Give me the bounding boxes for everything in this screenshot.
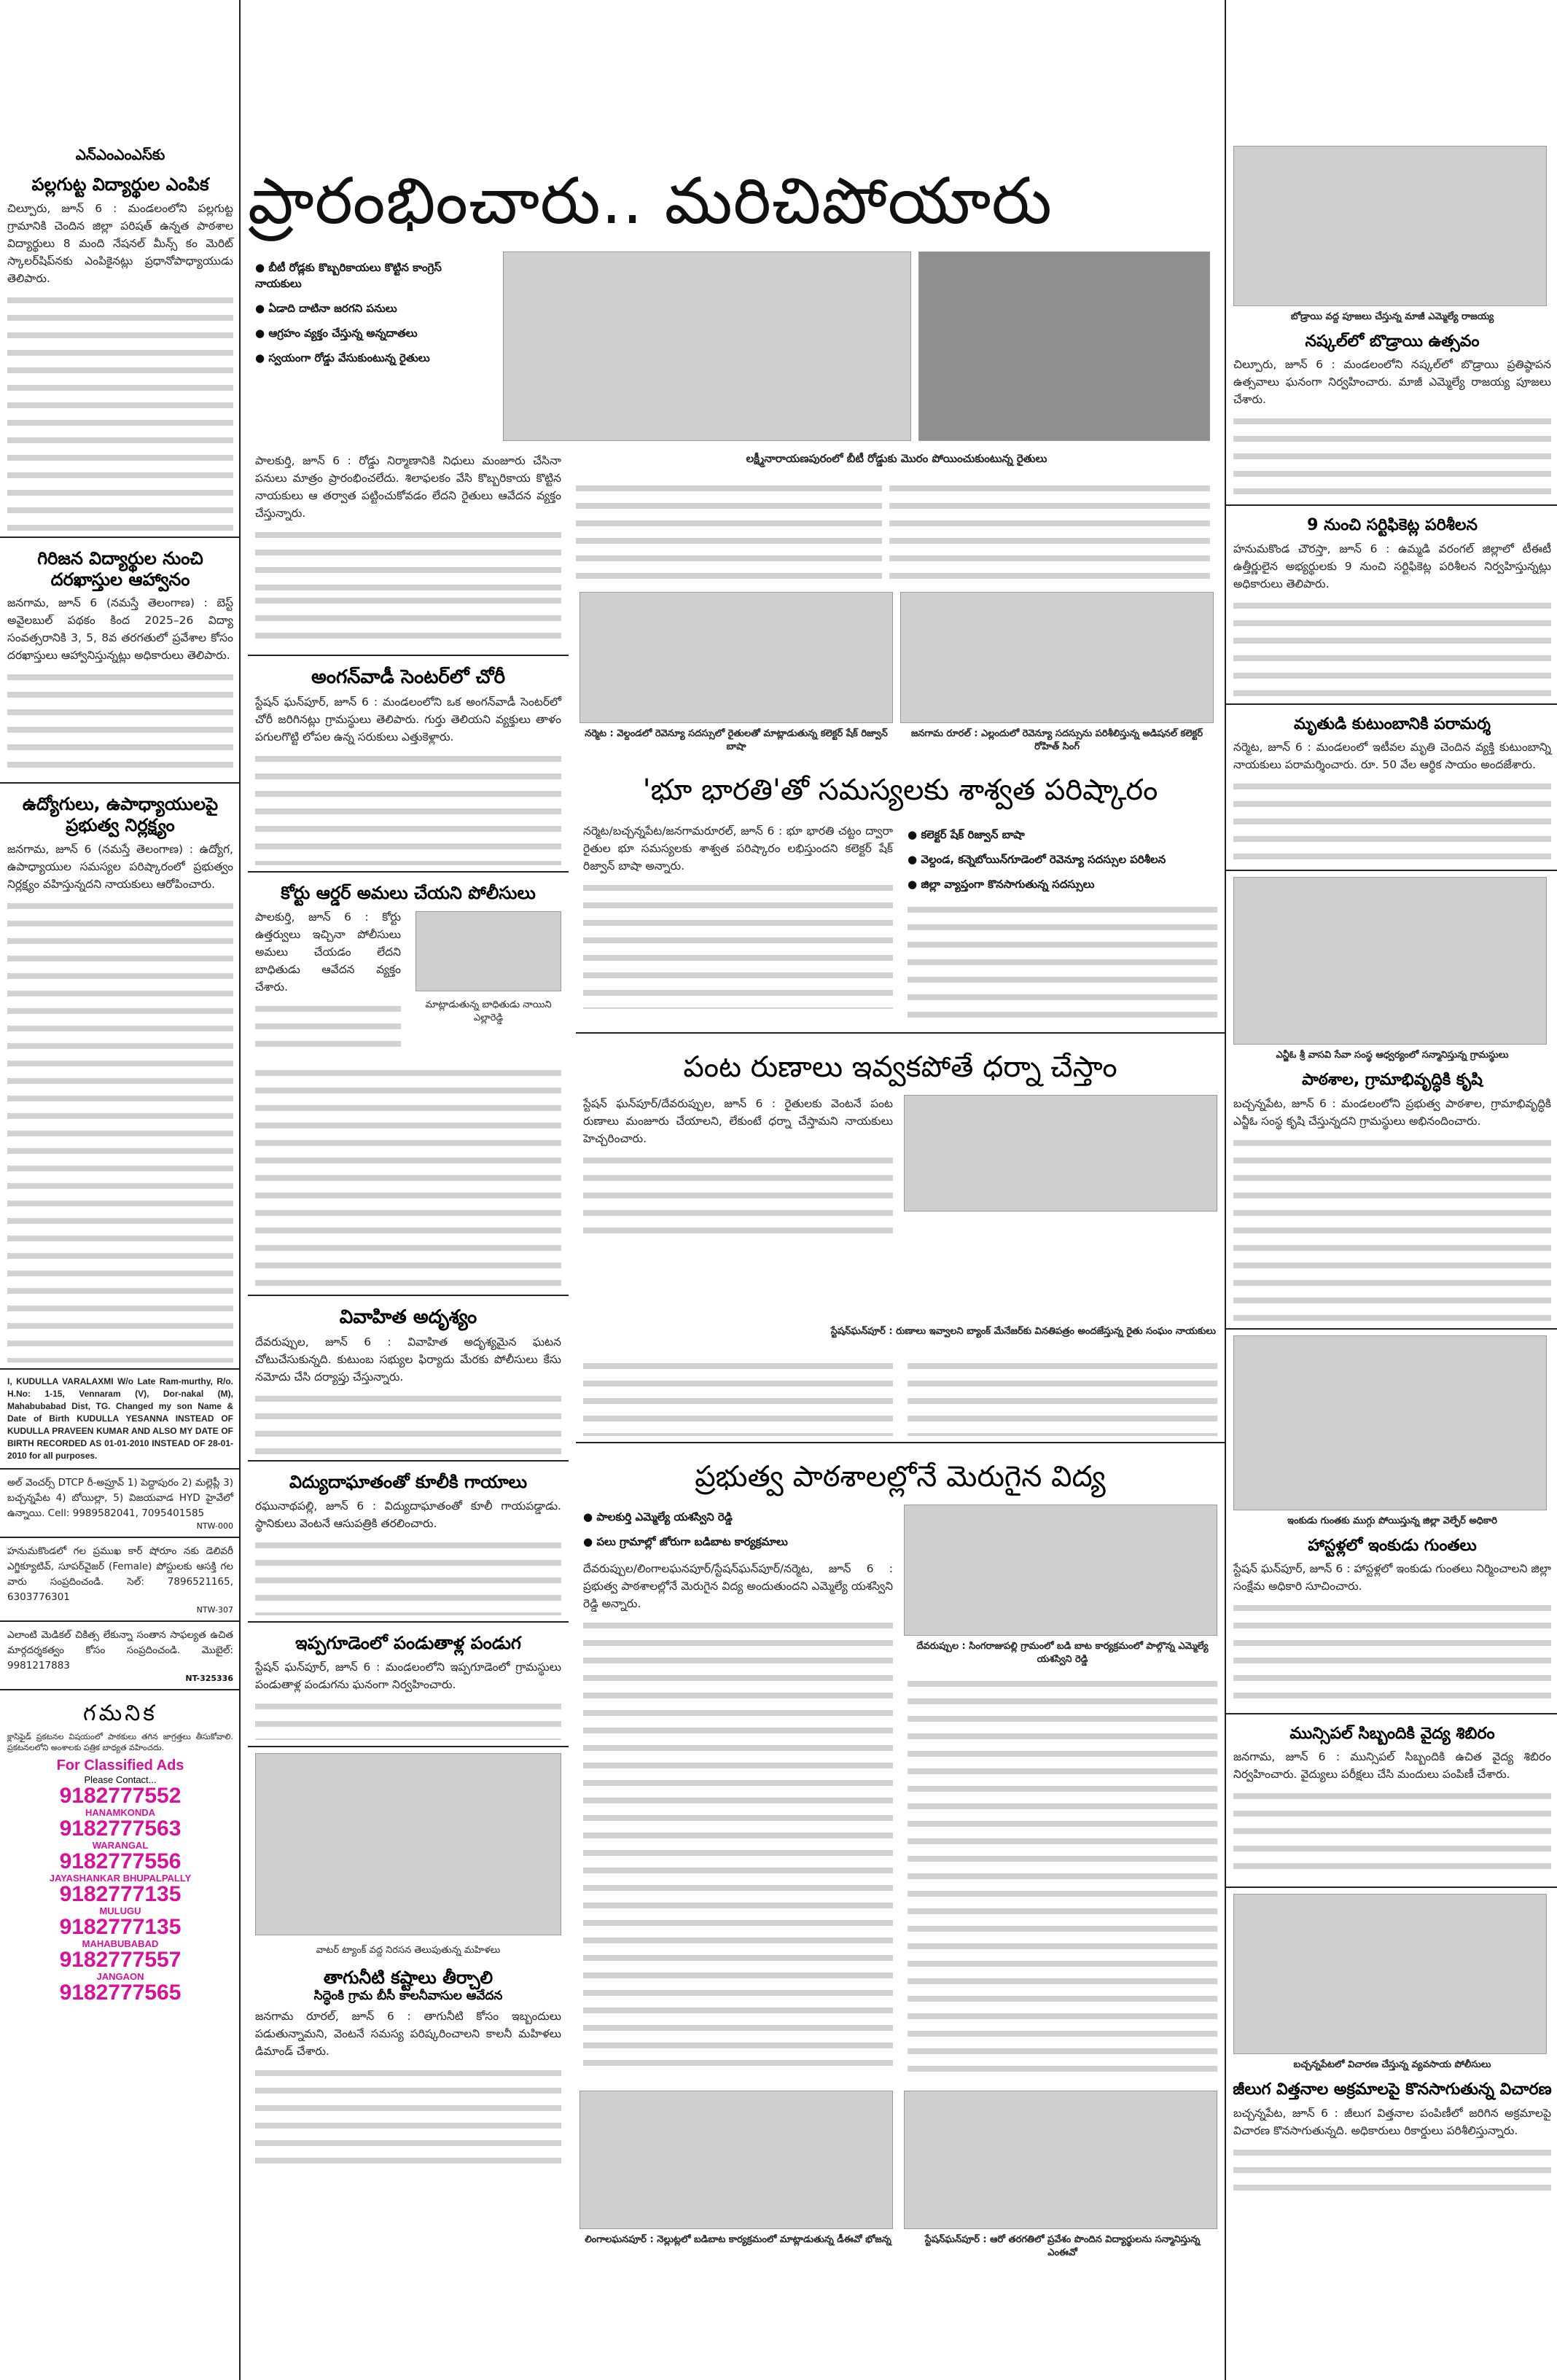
- body-crop-cont-2: [583, 1356, 893, 1436]
- headline-festival: ఇప్పగూడెంలో పండుతాళ్ల పండుగ: [295, 1632, 521, 1653]
- phone-number[interactable]: 9182777557: [59, 1947, 182, 1972]
- phone-number[interactable]: 9182777552: [59, 1783, 182, 1808]
- ad-code: NTW-307: [196, 1604, 233, 1615]
- ad-code: NT-325336: [185, 1673, 233, 1683]
- caption-ngo: ఎన్జీఓ శ్రీ వాసవి సేవా సంస్థ ఆధ్వర్యంలో సన్మానిస్తున్న గ్రామస్థులు: [1276, 1050, 1509, 1061]
- headline-employees-negligence: ఉద్యోగులు, ఉపాధ్యాయులపై ప్రభుత్వ నిర్లక్ష్యం: [22, 794, 219, 836]
- caption-collector: నర్మెట : వెల్దండలో రెవెన్యూ సదస్సులో రైతులతో మాట్లాడుతున్న కలెక్టర్ షేక్ రిజ్వాన్ బాషా: [585, 728, 888, 752]
- panta-cont-row: [576, 1356, 1225, 1436]
- phone-number[interactable]: 9182777135: [59, 1881, 182, 1906]
- photo-water-tank: [255, 1753, 561, 1935]
- panta-body-row: [576, 1095, 1225, 1241]
- divider: [1226, 1328, 1557, 1330]
- classified-title: For Classified Ads: [56, 1757, 184, 1774]
- photo-road-farmers: [503, 251, 911, 441]
- body-medical-camp: జనగామ, జూన్ 6 : మున్సిపల్ సిబ్బందికి ఉచిత వైద్య శిబిరం నిర్వహించారు. వైద్యులు పరీక్షలు చేసి మందులు పంపిణీ చేశారు.: [1233, 1750, 1551, 1782]
- headline-pallagutta: పల్లగుట్ట విద్యార్థుల ఎంపిక: [31, 174, 209, 195]
- divider: [248, 1621, 569, 1623]
- panta-caption-block: [576, 1321, 1225, 1343]
- divider: [0, 1368, 241, 1370]
- classified-ad-ventures: అల్ వెంచర్స్ DTCP రీ-అప్రూవ్ 1) పెద్దాపురం 2) మల్లెప్లీ 3) బచ్చన్నపేట 4) బోయిల్లా, 5) విజయవాడ HYD హైవేలో ఉన్నాయి. Cell: 9989582041, 7095401585: [7, 1476, 233, 1519]
- body-pallagutta: చిల్పూరు, జూన్ 6 : మండలంలోని పల్లగుట్ట గ్రామానికి చెందిన జిల్లా పరిషత్ ఉన్నత పాఠశాల విద్యార్థులు 8 మంది నేషనల్ మీన్స్ కం మెరిట్ స్కాలర్‌షిప్‌నకు ఎంపికైనట్లు ప్రధానోపాధ్యాయుడు తెలిపారు.: [7, 201, 233, 285]
- body-water: జనగామ రూరల్, జూన్ 6 : తాగునీటి కోసం ఇబ్బందులు పడుతున్నామని, వెంటనే సమస్య పరిష్కరించాలని కాలనీ మహిళలు డిమాండ్ చేశారు.: [255, 2009, 561, 2058]
- divider: [248, 1460, 569, 1462]
- vidya-block: [576, 1356, 1225, 2376]
- phone-town: JAYASHANKAR BHUPALPALLY: [49, 1872, 192, 1884]
- caption-bodrai: బోడ్రాయి వద్ద పూజలు చేస్తున్న మాజీ ఎమ్మెల్యే రాజయ్య: [1290, 311, 1494, 322]
- divider: [1226, 870, 1557, 871]
- classified-contacts: [7, 1757, 233, 2004]
- caption-victim: మాట్లాడుతున్న బాధితుడు నాయిని ఎల్లారెడ్డి: [425, 999, 552, 1023]
- lead-story-cont-4: [255, 590, 561, 649]
- body-bhu-bharathi: నర్మెట/బచ్చన్నపేట/జనగామరూరల్, జూన్ 6 : భూ భారతి చట్టం ద్వారా రైతుల భూ సమస్యలకు శాశ్వత పరిష్కారం లభిస్తుందని కలెక్టర్ షేక్ రిజ్వాన్ బాషా అన్నారు.: [583, 824, 893, 873]
- body-condolence: నర్మెట, జూన్ 6 : మండలంలో ఇటీవల మృతి చెందిన వ్యక్తి కుటుంబాన్ని నాయకులు పరామర్శించారు. రూ. 50 వేల ఆర్థిక సాయం అందజేశారు.: [1233, 741, 1551, 772]
- headline-bullets: [248, 255, 496, 423]
- caption-meo: స్టేషన్‌ఘన్‌పూర్ : ఆరో తరగతిలో ప్రవేశం పొందిన విద్యార్థులను సన్మానిస్తున్న ఎంఈవో: [924, 2234, 1201, 2258]
- phone-entry[interactable]: [7, 1982, 233, 2004]
- subhead-water: సిద్ధెంకి గ్రామ బీసీ కాలనీవాసుల ఆవేదన: [313, 1988, 503, 2003]
- vidya-bullet: ● పాలకుర్తి ఎమ్మెల్యే యశస్విని రెడ్డి: [576, 1505, 900, 1529]
- body-crop-cont: [583, 1150, 893, 1238]
- divider: [0, 537, 241, 538]
- phone-town: MAHABUBABAD: [82, 1938, 159, 1949]
- body-anganwadi: స్టేషన్ ఘన్‌పూర్, జూన్ 6 : మండలంలోని ఒక అంగన్‌వాడీ సెంటర్‌లో చోరీ జరిగినట్లు గ్రామస్థులు తెలిపారు. గుర్తు తెలియని వ్యక్తులు తాళం పగులగొట్టి లోపల ఉన్న సరుకులు ఎత్తుకెళ్లారు.: [255, 695, 561, 744]
- body-govt-schools-cont: [583, 1615, 893, 2067]
- body-bodrai: చిల్పూరు, జూన్ 6 : మండలంలోని నష్కల్‌లో బొడ్రాయి ప్రతిష్ఠాపన ఉత్సవాలు ఘనంగా నిర్వహించారు. మాజీ ఎమ్మెల్యే రాజయ్య పూజలు చేశారు.: [1233, 358, 1551, 407]
- divider: [248, 1746, 569, 1747]
- headline-anganwadi: అంగన్‌వాడీ సెంటర్‌లో చోరీ: [311, 666, 506, 688]
- body-certificates: హనుమకొండ చౌరస్తా, జూన్ 6 : ఉమ్మడి వరంగల్ జిల్లాలో టీఈటీ ఉత్తీర్ణులైన అభ్యర్థులకు 9 నుంచి సర్టిఫికెట్ల పరిశీలన నిర్వహిస్తున్నట్లు అధికారులు తెలిపారు.: [1233, 542, 1551, 590]
- photo-ngo: [1233, 877, 1547, 1045]
- body-hostels: స్టేషన్ ఘన్‌పూర్, జూన్ 6 : హాస్టళ్లలో ఇంకుడు గుంతలు నిర్మించాలని జిల్లా సంక్షేమ అధికారి సూచించారు.: [1233, 1561, 1551, 1593]
- headline-electrocution: విద్యుదాఘాతంతో కూలీకి గాయాలు: [289, 1472, 527, 1493]
- divider: [0, 782, 241, 784]
- lead-story-text: పాలకుర్తి, జూన్ 6 : రోడ్డు నిర్మాణానికి నిధులు మంజూరు చేసినా పనులు మాత్రం ప్రారంభించలేదు. శిలాఫలకం వేసి కొబ్బరికాయ కొట్టిన నాయకులు ఆ తర్వాత పట్టించుకోవడం లేదని రైతులు ఆవేదన వ్యక్తం చేస్తున్నారు.: [255, 454, 561, 520]
- lead-story-cont-2: [576, 478, 882, 588]
- photo-bodrai: [1233, 146, 1547, 306]
- photo-mla-school: [904, 1505, 1217, 1636]
- divider: [1226, 504, 1557, 506]
- bottom-photos-row: [576, 2085, 1225, 2264]
- phone-town: MULUGU: [99, 1905, 141, 1916]
- phone-number[interactable]: 9182777135: [59, 1914, 182, 1939]
- headline-school-village: పాఠశాల, గ్రామాభివృద్ధికి కృషి: [1302, 1071, 1483, 1090]
- photo-seed-inquiry: [1233, 1894, 1547, 2054]
- headline-crop-loans: పంట రుణాలు ఇవ్వకపోతే ధర్నా చేస్తాం: [683, 1050, 1117, 1084]
- body-crop-loans: స్టేషన్ ఘన్‌పూర్/దేవరుప్పుల, జూన్ 6 : రైతులకు వెంటనే పంట రుణాలు మంజూరు చేయాలని, లేకుంటే ధర్నా చేస్తామని నాయకులు హెచ్చరించారు.: [583, 1097, 893, 1145]
- legal-notice: I, KUDULLA VARALAXMI W/o Late Ram-murthy, R/o. H.No: 1-15, Vennaram (V), Dor-nakal (M), Mahabubabad Dist, TG. Changed my son Name & Date of Birth KUDULLA YESANNA INSTEAD OF KUDULLA PRAVEEN KUMAR AND ALSO MY DATE OF BIRTH RECORDED AS 01-01-2010 INSTEAD OF 28-01-2010 for all purposes.: [7, 1376, 233, 1461]
- body-bhu-cont-2: [908, 900, 1217, 1023]
- classified-subtitle: Please Contact...: [84, 1774, 157, 1785]
- body-water-cont: [255, 2063, 561, 2165]
- headline-condolence: మృతుడి కుటుంబానికి పరామర్శ: [1294, 714, 1491, 733]
- caption-addl-collector: జనగామ రూరల్ : ఎల్లందులో రెవెన్యూ సదస్సును పరిశీలిస్తున్న అడిషనల్ కలెక్టర్ రోహిత్ సింగ్: [910, 728, 1203, 752]
- lead-story-cont-3: [889, 478, 1210, 588]
- phone-entry[interactable]: [7, 1916, 233, 1949]
- lead-caption: [576, 446, 1217, 475]
- caption-mla-school: దేవరుప్పుల : సింగరాజుపల్లి గ్రామంలో బడి బాట కార్యక్రమంలో పాల్గొన్న ఎమ్మెల్యే యశస్విని రెడ్డి: [916, 1641, 1209, 1665]
- body-bhu-cont: [583, 878, 893, 1009]
- bhu-bharathi-block: [576, 592, 1225, 1321]
- headline-govt-schools: ప్రభుత్వ పాఠశాలల్లోనే మెరుగైన విద్య: [695, 1460, 1106, 1494]
- headline-medical-camp: మున్సిపల్ సిబ్బందికి వైద్య శిబిరం: [1289, 1724, 1495, 1743]
- main-headline-text: ప్రారంభించారు.. మరిచిపోయారు: [248, 163, 1053, 238]
- phone-entry[interactable]: [7, 1818, 233, 1851]
- headline-court-order: కోర్టు ఆర్డర్ అమలు చేయని పోలీసులు: [281, 883, 536, 904]
- phone-number[interactable]: 9182777565: [59, 1980, 182, 2005]
- phone-entry[interactable]: [7, 1851, 233, 1884]
- bhu-photos-row: [576, 592, 1225, 758]
- headline-missing-woman: వివాహిత అదృశ్యం: [339, 1306, 477, 1328]
- body-missing-woman: దేవరుప్పుల, జూన్ 6 : వివాహిత అదృశ్యమైన ఘటన చోటుచేసుకున్నది. కుటుంబ సభ్యుల ఫిర్యాదు మేరకు పోలీసులు కేసు నమోదు చేసి దర్యాప్తు చేస్తున్నారు.: [255, 1335, 561, 1384]
- divider: [1226, 1713, 1557, 1714]
- photo-addl-collector: [900, 592, 1214, 723]
- phone-entry[interactable]: [7, 1785, 233, 1818]
- body-seeds-cont: [1233, 2142, 1551, 2201]
- body-electrocution: రఘునాథపల్లి, జూన్ 6 : విద్యుదాఘాతంతో కూలీ గాయపడ్డాడు. స్థానికులు వెంటనే ఆసుపత్రికి తరలించారు.: [255, 1499, 561, 1530]
- body-court-cont-2: [255, 1063, 561, 1289]
- divider: [0, 1620, 241, 1622]
- body-school-village: బచ్చన్నపేట, జూన్ 6 : మండలంలోని ప్రభుత్వ పాఠశాల, గ్రామాభివృద్ధికి ఎన్జీఓ సంస్థ కృషి చేస్తున్నదని గ్రామస్థులు అభినందించారు.: [1233, 1096, 1551, 1128]
- body-festival: స్టేషన్ ఘన్‌పూర్, జూన్ 6 : మండలంలోని ఇప్పగూడెంలో గ్రామస్థులు పండుతాళ్ల పండుగను ఘనంగా నిర్వహించారు.: [255, 1660, 561, 1691]
- notice-body: క్లాసిఫైడ్ ప్రకటనల విషయంలో పాఠకులు తగిన జాగ్రత్తలు తీసుకోవాలి. ప్రకటనలలోని అంశాలకు పత్రిక బాధ్యత వహించదు.: [7, 1731, 233, 1752]
- divider: [248, 655, 569, 656]
- body-medical-cont: [1233, 1786, 1551, 1881]
- phone-number[interactable]: 9182777556: [59, 1849, 182, 1873]
- body-festival-cont: [255, 1696, 561, 1740]
- phone-number[interactable]: 9182777563: [59, 1816, 182, 1841]
- classified-ad-jobs: హనుమకొండలో గల ప్రముఖ కార్ షోరూం నకు డెలివరీ ఎగ్జిక్యూటివ్, సూపర్‌వైజర్ (Female) పోస్టులకు ఆసక్తి గల వారు సంప్రదించండి. సెల్: 7896521165, 6303776301: [7, 1545, 233, 1603]
- divider: [248, 1295, 569, 1296]
- bullet-item: ● బీటీ రోడ్లకు కొబ్బరికాయలు కొట్టిన కాంగ్రెస్ నాయకులు: [248, 255, 496, 296]
- notice-title: గమనిక: [83, 1700, 157, 1726]
- caption-water-tank: వాటర్ ట్యాంక్ వద్ద నిరసన తెలుపుతున్న మహిళలు: [316, 1944, 501, 1956]
- photo-deo: [580, 2091, 893, 2229]
- bhu-body-row: [576, 822, 1225, 1026]
- bhu-bullet: ● వెల్దండ, కన్నెబోయిన్‌గూడెంలో రెవెన్యూ సదస్సుల పరిశీలన: [900, 847, 1225, 872]
- left-column: [0, 0, 241, 2380]
- body-certificates-cont: [1233, 596, 1551, 698]
- phone-entry[interactable]: [7, 1881, 233, 1916]
- bullet-item: ● ఆగ్రహం వ్యక్తం చేస్తున్న అన్నదాతలు: [248, 321, 496, 346]
- photo-meo: [904, 2091, 1217, 2229]
- body-anganwadi-cont: [255, 749, 561, 865]
- headline-certificates: 9 నుంచి సర్టిఫికెట్ల పరిశీలన: [1307, 516, 1478, 535]
- divider: [576, 1442, 1225, 1443]
- phone-town: WARANGAL: [92, 1839, 149, 1851]
- body-condolence-cont: [1233, 776, 1551, 864]
- bhu-bullet: ● కలెక్టర్ షేక్ రిజ్వాన్ బాషా: [900, 822, 1225, 847]
- body-govt-schools-cont-2: [908, 1674, 1217, 2082]
- body-school-village-cont: [1233, 1133, 1551, 1322]
- photo-road-worker: [918, 251, 1210, 441]
- headline-water: తాగునీటి కష్టాలు తీర్చాలి: [323, 1967, 493, 1988]
- divider: [0, 1689, 241, 1690]
- body-crop-cont-3: [908, 1356, 1217, 1436]
- headline-bhu-bharathi: 'భూ భారతి'తో సమస్యలకు శాశ్వత పరిష్కారం: [642, 773, 1158, 807]
- divider: [1226, 703, 1557, 705]
- body-employees-negligence: జనగామ, జూన్ 6 (నమస్తే తెలంగాణ) : ఉద్యోగ, ఉపాధ్యాయుల సమస్యల పరిష్కారంలో ప్రభుత్వం నిర్లక్ష్యం వహిస్తున్నదని నాయకులు ఆరోపించారు.: [7, 842, 233, 891]
- body-seeds: బచ్చన్నపేట, జూన్ 6 : జీలుగ విత్తనాల పంపిణీలో జరిగిన అక్రమాలపై విచారణ కొనసాగుతున్నది. అధికారులు రికార్డులు పరిశీలిస్తున్నారు.: [1233, 2106, 1551, 2137]
- column-b: [248, 590, 569, 2376]
- kicker-nmms: ఎన్ఎంఎంఎస్‌కు: [75, 146, 165, 163]
- photo-collector: [580, 592, 893, 723]
- bhu-bullet: ● జిల్లా వ్యాప్తంగా కొనసాగుతున్న సదస్సులు: [900, 872, 1225, 897]
- divider: [576, 1032, 1225, 1034]
- vidya-row: [576, 1505, 1225, 2085]
- phone-town: JANGAON: [96, 1970, 144, 1982]
- photo-victim: [415, 911, 561, 991]
- vidya-bullet: ● పలు గ్రామాల్లో జోరుగా బడిబాట కార్యక్రమాలు: [576, 1529, 900, 1554]
- ad-code: NTW-000: [196, 1521, 233, 1531]
- phone-entry[interactable]: [7, 1949, 233, 1982]
- lead-photo-caption: లక్ష్మీనారాయణపురంలో బీటీ రోడ్డుకు మొరం పోయించుకుంటున్న రైతులు: [746, 452, 1047, 465]
- photo-soak-pit: [1233, 1335, 1547, 1510]
- caption-deo: లింగాలఘనపూర్ : నెల్లుట్లలో బడిబాట కార్యక్రమంలో మాట్లాడుతున్న డీఈవో భోజన్న: [585, 2234, 891, 2245]
- headline-bodrai: నష్కల్‌లో బొడ్రాయి ఉత్సవం: [1305, 332, 1480, 351]
- body-hostels-cont: [1233, 1598, 1551, 1707]
- right-column: [1225, 0, 1557, 2380]
- classified-ad-fertility: ఎలాంటి మెడికల్ చికిత్స లేకున్నా సంతాన సాఫల్యత ఉచిత మార్గదర్శకత్వం కోసం సంప్రదించండి. మొబైల్: 9981217883: [7, 1628, 233, 1671]
- caption-seed-inquiry: బచ్చన్నపేటలో విచారణ చేస్తున్న వ్యవసాయ పోలీసులు: [1293, 2059, 1491, 2071]
- bullet-item: ● ఏడాది దాటినా జరగని పనులు: [248, 296, 496, 321]
- body-bodrai-cont: [1233, 411, 1551, 499]
- phone-town: HANAMKONDA: [85, 1806, 156, 1818]
- court-story-row: [248, 908, 569, 1060]
- photo-bank-manager: [904, 1095, 1217, 1212]
- bullet-item: ● స్వయంగా రోడ్డు వేసుకుంటున్న రైతులు: [248, 346, 496, 370]
- main-headline: [248, 157, 1217, 245]
- divider: [1226, 1887, 1557, 1888]
- body-pallagutta-cont: [7, 290, 233, 531]
- divider: [248, 871, 569, 873]
- headline-tribal-students: గిరిజన విద్యార్థుల నుంచి దరఖాస్తుల ఆహ్వానం: [37, 547, 203, 590]
- body-missing-cont: [255, 1389, 561, 1454]
- divider: [0, 1537, 241, 1538]
- headline-seeds: జీలుగ విత్తనాల అక్రమాలపై కొనసాగుతున్న విచారణ: [1233, 2080, 1552, 2099]
- body-tribal-students-cont: [7, 667, 233, 776]
- body-court-cont: [255, 999, 401, 1057]
- body-employees-cont: [7, 896, 233, 1362]
- caption-bank-manager: స్టేషన్‌ఘన్‌పూర్ : రుణాలు ఇవ్వాలని బ్యాంక్ మేనేజర్‌కు వినతిపత్రం అందజేస్తున్న రైతు సంఘం నాయకులు: [830, 1326, 1216, 1337]
- caption-soak-pit: ఇంకుడు గుంతకు ముగ్గు పోయిస్తున్న జిల్లా వెల్ఫేర్ అధికారి: [1287, 1515, 1497, 1526]
- divider: [0, 1468, 241, 1470]
- body-court-order: పాలకుర్తి, జూన్ 6 : కోర్టు ఉత్తర్వులు ఇచ్చినా పోలీసులు అమలు చేయడం లేదని బాధితుడు ఆవేదన వ్యక్తం చేశారు.: [255, 910, 401, 994]
- body-govt-schools: దేవరుప్పుల/లింగాలఘనపూర్/స్టేషన్‌ఘన్‌పూర్/నర్మెట, జూన్ 6 : ప్రభుత్వ పాఠశాలల్లోనే మెరుగైన విద్య అందుతుందని ఎమ్మెల్యే యశస్విని రెడ్డి అన్నారు.: [583, 1562, 893, 1610]
- body-tribal-students: జనగామ, జూన్ 6 (నమస్తే తెలంగాణ) : బెస్ట్ అవైలబుల్ పథకం కింద 2025–26 విద్యా సంవత్సరానికి 3, 5, 8వ తరగతులో ప్రవేశాల కోసం దరఖాస్తులు ఆహ్వానిస్తున్నట్లు అధికారులు తెలిపారు.: [7, 596, 233, 663]
- body-electrocution-cont: [255, 1535, 561, 1615]
- headline-hostels: హాస్టళ్లలో ఇంకుడు గుంతలు: [1308, 1536, 1477, 1555]
